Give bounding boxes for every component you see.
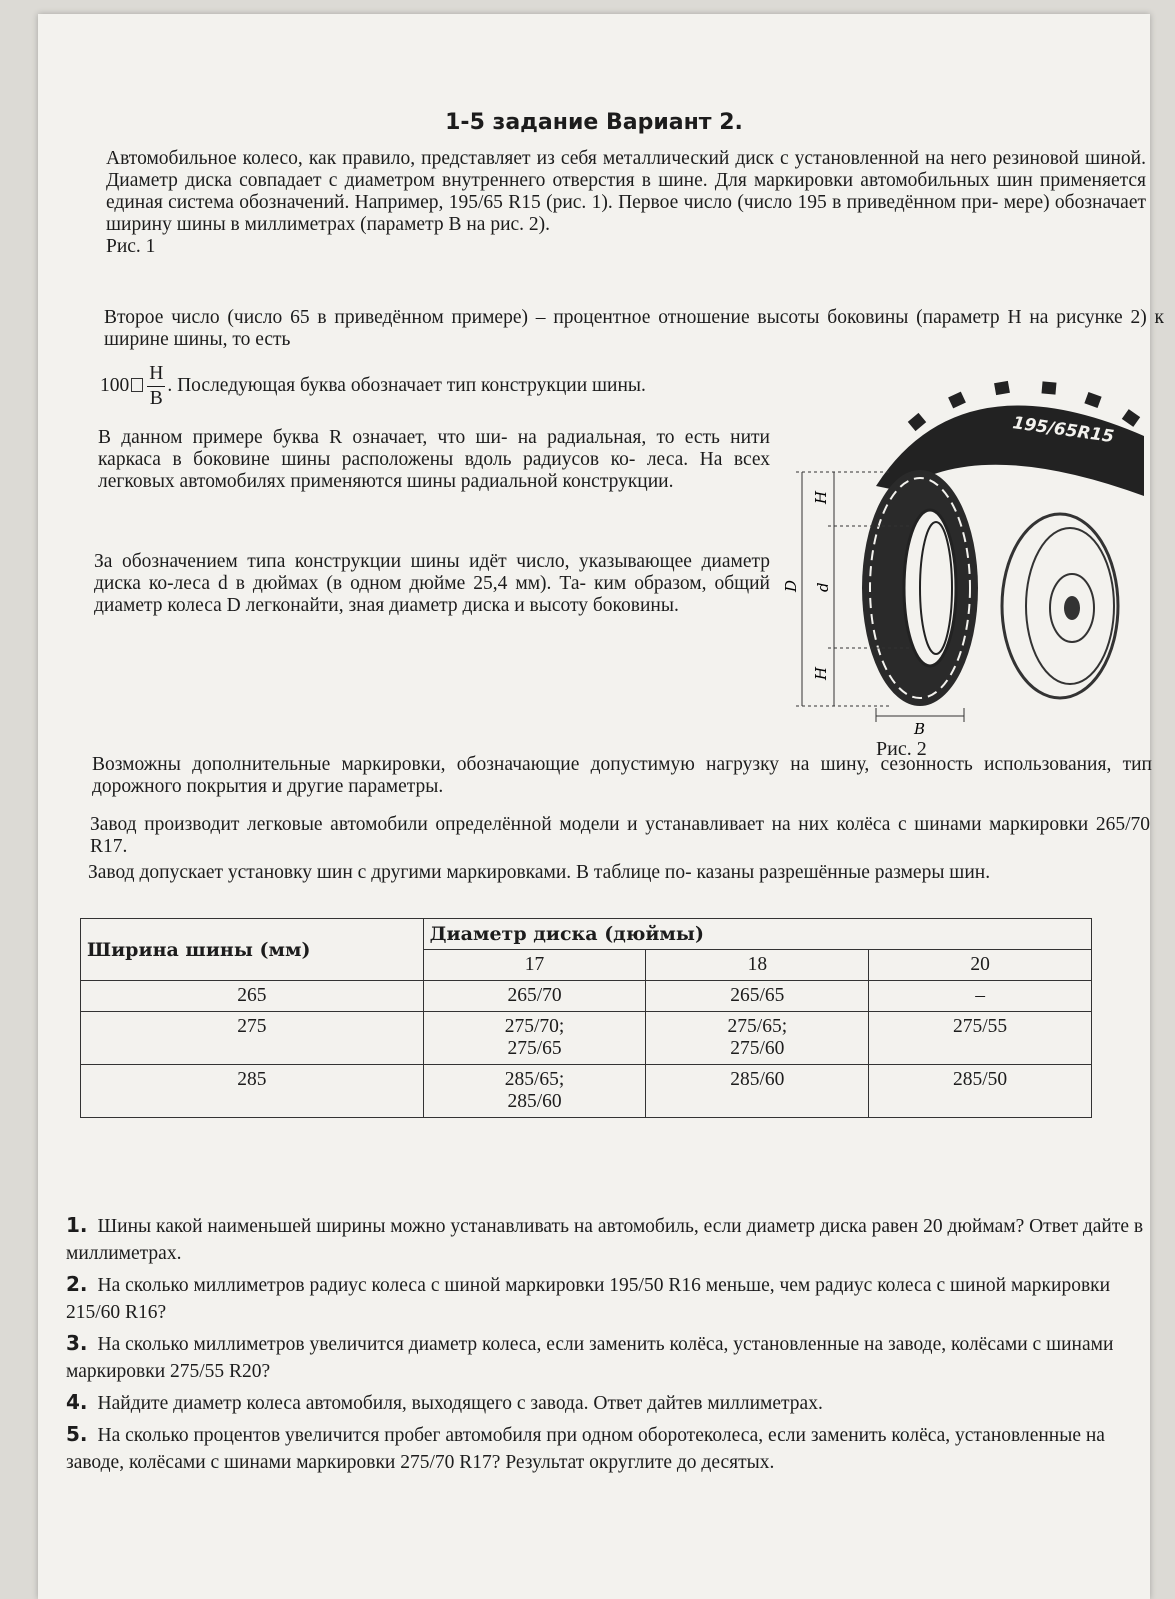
question-number: 3.	[66, 1331, 88, 1355]
question-text: На сколько процентов увеличится пробег автомобиля при одном оборотеколеса, если заменить колёса, установленные на заводе, колёсами с шинами маркировки 275/70 R17? Результат округлите до десятых.	[66, 1425, 1105, 1473]
fraction-numerator: H	[147, 362, 165, 387]
page-title: 1-5 задание Вариант 2.	[445, 110, 743, 135]
size-cell: 275/65; 275/60	[646, 1012, 869, 1065]
figure-1-ref: Рис. 1	[106, 236, 156, 257]
additional-markings-paragraph: Возможны дополнительные маркировки, обозначающие допустимую нагрузку на шину, сезонность использования, тип дорожного покрытия и другие параметры.	[92, 754, 1152, 797]
width-cell: 285	[81, 1065, 424, 1118]
question-text: На сколько миллиметров увеличится диаметр колеса, если заменить колёса, установленные на заводе, колёсами с шинами маркировки 275/55 R20?	[66, 1334, 1114, 1382]
diameter-paragraph: За обозначением типа конструкции шины идёт число, указывающее диаметр диска ко-леса d в дюймах (в одном дюйме 25,4 мм). Та- ким образом, общий диаметр колеса D легконайти, зная диаметр диска и высоту боковины.	[94, 551, 770, 616]
question-number: 2.	[66, 1272, 88, 1296]
size-cell: –	[869, 981, 1092, 1012]
question-text: Шины какой наименьшей ширины можно устанавливать на автомобиль, если диаметр диска равен 20 дюймам? Ответ дайте в миллиметрах.	[66, 1216, 1144, 1264]
question-2	[66, 1271, 1156, 1326]
table-row	[81, 1012, 1092, 1065]
fraction-denominator: B	[149, 388, 163, 409]
tire-marking-label: 195/65R15	[1011, 413, 1116, 448]
header-disc-diameter: Диаметр диска (дюймы)	[423, 919, 1091, 950]
intro-text: Автомобильное колесо, как правило, представляет из себя металлический диск с установленной на него резиновой шиной. Диаметр диска совпадает с диаметром внутреннего отверстия в шине. Для маркировки автомобильных шин применяется единая система обозначений. Например, 195/65 R15 (рис. 1). Первое число (число 195 в приведённом при- мере) обозначает ширину шины в миллиметрах (параметр B на рис. 2).	[106, 148, 1146, 235]
dim-label-B: B	[914, 720, 926, 738]
dim-label-D: D	[782, 579, 800, 592]
missing-glyph-box	[131, 378, 143, 392]
dim-label-H-bottom: H	[812, 666, 830, 680]
table-row	[81, 981, 1092, 1012]
diameter-17: 17	[423, 950, 646, 981]
dim-label-H-top: H	[812, 490, 830, 504]
second-number-paragraph: Второе число (число 65 в приведённом примере) – процентное отношение высоты боковины (параметр H на рисунке 2) к ширине шины, то есть	[104, 307, 1164, 350]
question-text: Найдите диаметр колеса автомобиля, выходящего с завода. Ответ дайтев миллиметрах.	[97, 1393, 823, 1414]
question-number: 5.	[66, 1422, 88, 1446]
dim-label-d: d	[814, 582, 832, 592]
width-cell: 265	[81, 981, 424, 1012]
question-text: На сколько миллиметров радиус колеса с шиной маркировки 195/50 R16 меньше, чем радиус колеса с шиной маркировки 215/60 R16?	[66, 1275, 1111, 1323]
size-cell: 275/55	[869, 1012, 1092, 1065]
diameter-20: 20	[869, 950, 1092, 981]
tire-figure	[780, 376, 1160, 746]
table-header-row	[81, 919, 1092, 950]
tire-sizes-table	[80, 918, 1092, 1118]
radial-paragraph: В данном примере буква R означает, что ши- на радиальная, то есть нити каркаса в боковине шины расположены вдоль радиусов ко- леса. На всех легковых автомобилях применяются шины радиальной конструкции.	[98, 427, 770, 492]
header-tire-width: Ширина шины (мм)	[81, 919, 424, 981]
fraction	[147, 362, 165, 411]
question-number: 4.	[66, 1390, 88, 1414]
question-1	[66, 1212, 1156, 1267]
size-cell: 275/70; 275/65	[423, 1012, 646, 1065]
table-row	[81, 1065, 1092, 1118]
size-cell: 285/50	[869, 1065, 1092, 1118]
question-3	[66, 1330, 1156, 1385]
diameter-18: 18	[646, 950, 869, 981]
width-cell: 275	[81, 1012, 424, 1065]
figure-2-caption: Рис. 2	[876, 738, 927, 760]
formula-suffix: . Последующая буква обозначает тип конструкции шины.	[167, 374, 646, 396]
allowed-sizes-paragraph: Завод допускает установку шин с другими маркировками. В таблице по- казаны разрешённые размеры шин.	[88, 862, 991, 883]
question-4	[66, 1389, 1156, 1417]
formula-prefix: 100	[100, 374, 130, 396]
size-cell: 285/60	[646, 1065, 869, 1118]
size-cell: 285/65; 285/60	[423, 1065, 646, 1118]
size-cell: 265/70	[423, 981, 646, 1012]
question-number: 1.	[66, 1213, 88, 1237]
question-5	[66, 1421, 1156, 1476]
factory-paragraph: Завод производит легковые автомобили определённой модели и устанавливает на них колёса с шинами маркировки 265/70 R17.	[90, 814, 1150, 857]
questions-list	[66, 1212, 1156, 1480]
formula-paragraph	[100, 362, 860, 411]
intro-paragraph	[106, 148, 1146, 258]
size-cell: 265/65	[646, 981, 869, 1012]
document-sheet	[38, 14, 1164, 1599]
